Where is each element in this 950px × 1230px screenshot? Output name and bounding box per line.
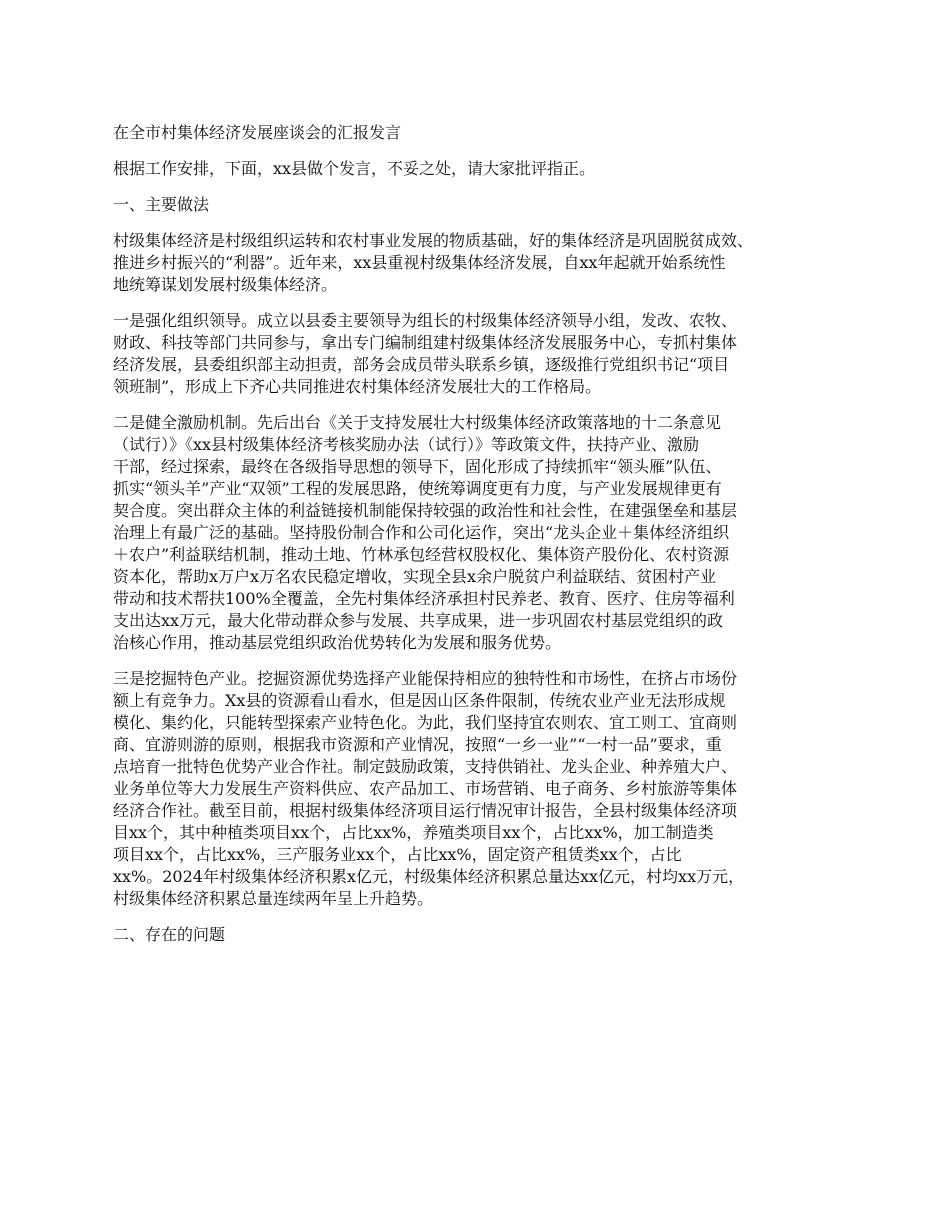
paragraph-line: 带动和技术帮扶100%全覆盖，全先村集体经济承担村民养老、教育、医疗、住房等福利	[113, 589, 735, 608]
paragraph-1	[113, 230, 858, 296]
paragraph-line: 抓实“领头羊”产业“双领”工程的发展思路，使统筹调度更有力度，与产业发展规律更有	[113, 479, 722, 498]
paragraph-line: 契合度。突出群众主体的利益链接机制能保持较强的政治性和社会性，在建强堡垒和基层	[113, 501, 738, 520]
document-body	[113, 122, 858, 960]
intro-paragraph: 根据工作安排，下面，xx县做个发言，不妥之处，请大家批评指正。	[113, 159, 596, 178]
document-title: 在全市村集体经济发展座谈会的汇报发言	[113, 123, 402, 142]
paragraph-line: 村级集体经济积累总量连续两年呈上升趋势。	[113, 889, 434, 908]
paragraph-line: 推进乡村振兴的“利器”。近年来，xx县重视村级集体经济发展，自xx年起就开始系统性	[113, 253, 726, 272]
paragraph-line: 经济合作社。截至目前，根据村级集体经济项目运行情况审计报告，全县村级集体经济项	[113, 801, 738, 820]
paragraph-line: 支出达xx万元，最大化带动群众参与发展、共享成果，进一步巩固农村基层党组织的政	[113, 611, 724, 630]
paragraph-line: 模化、集约化，只能转型探索产业特色化。为此，我们坚持宜农则农、宜工则工、宜商则	[113, 713, 738, 732]
paragraph-2	[113, 310, 858, 398]
paragraph-line: 村级集体经济是村级组织运转和农村事业发展的物质基础，好的集体经济是巩固脱贫成效、	[113, 231, 754, 250]
section-heading-2: 二、存在的问题	[113, 925, 226, 944]
paragraph-line: 治理上有最广泛的基础。坚持股份制合作和公司化运作，突出“龙头企业＋集体经济组织	[113, 523, 730, 542]
paragraph-line: 项目xx个，占比xx%，三产服务业xx个，占比xx%，固定资产租赁类xx个，占比	[113, 845, 682, 864]
paragraph-line: 业务单位等大力发展生产资料供应、农产品加工、市场营销、电子商务、乡村旅游等集体	[113, 779, 738, 798]
paragraph-3	[113, 412, 858, 654]
paragraph-line: 三是挖掘特色产业。挖掘资源优势选择产业能保持相应的独特性和市场性，在挤占市场份	[113, 669, 738, 688]
section-heading-1: 一、主要做法	[113, 195, 210, 214]
paragraph-line: xx%。2024年村级集体经济积累x亿元，村级集体经济积累总量达xx亿元，村均xx万元，	[113, 867, 745, 886]
paragraph-line: 地统筹谋划发展村级集体经济。	[113, 275, 338, 294]
paragraph-line: 额上有竞争力。Xx县的资源看山看水，但是因山区条件限制，传统农业产业无法形成规	[113, 691, 726, 710]
paragraph-line: 治核心作用，推动基层党组织政治优势转化为发展和服务优势。	[113, 633, 562, 652]
paragraph-line: 财政、科技等部门共同参与，拿出专门编制组建村级集体经济发展服务中心，专抓村集体	[113, 333, 738, 352]
paragraph-line: 资本化，帮助x万户x万名农民稳定增收，实现全县x余户脱贫户利益联结、贫困村产业	[113, 567, 717, 586]
paragraph-line: 一是强化组织领导。成立以县委主要领导为组长的村级集体经济领导小组，发改、农牧、	[113, 311, 738, 330]
paragraph-line: ＋农户”利益联结机制，推动土地、竹林承包经营权股权化、集体资产股份化、农村资源	[113, 545, 730, 564]
paragraph-line: 目xx个，其中种植类项目xx个，占比xx%，养殖类项目xx个，占比xx%，加工制造类	[113, 823, 714, 842]
paragraph-line: （试行）》《xx县村级集体经济考核奖励办法（试行）》等政策文件，扶持产业、激励	[113, 435, 700, 454]
paragraph-line: 干部，经过探索，最终在各级指导思想的领导下，固化形成了持续抓牢“领头雁”队伍、	[113, 457, 722, 476]
paragraph-line: 点培育一批特色优势产业合作社。制定鼓励政策，支持供销社、龙头企业、种养殖大户、	[113, 757, 738, 776]
paragraph-line: 二是健全激励机制。先后出台《关于支持发展壮大村级集体经济政策落地的十二条意见	[113, 413, 722, 432]
paragraph-line: 经济发展，县委组织部主动担责，部务会成员带头联系乡镇，逐级推行党组织书记“项目	[113, 355, 730, 374]
paragraph-line: 商、宜游则游的原则，根据我市资源和产业情况，按照“一乡一业”“一村一品”要求，重	[113, 735, 722, 754]
paragraph-4	[113, 668, 858, 910]
paragraph-line: 领班制”，形成上下齐心共同推进农村集体经济发展壮大的工作格局。	[113, 377, 602, 396]
